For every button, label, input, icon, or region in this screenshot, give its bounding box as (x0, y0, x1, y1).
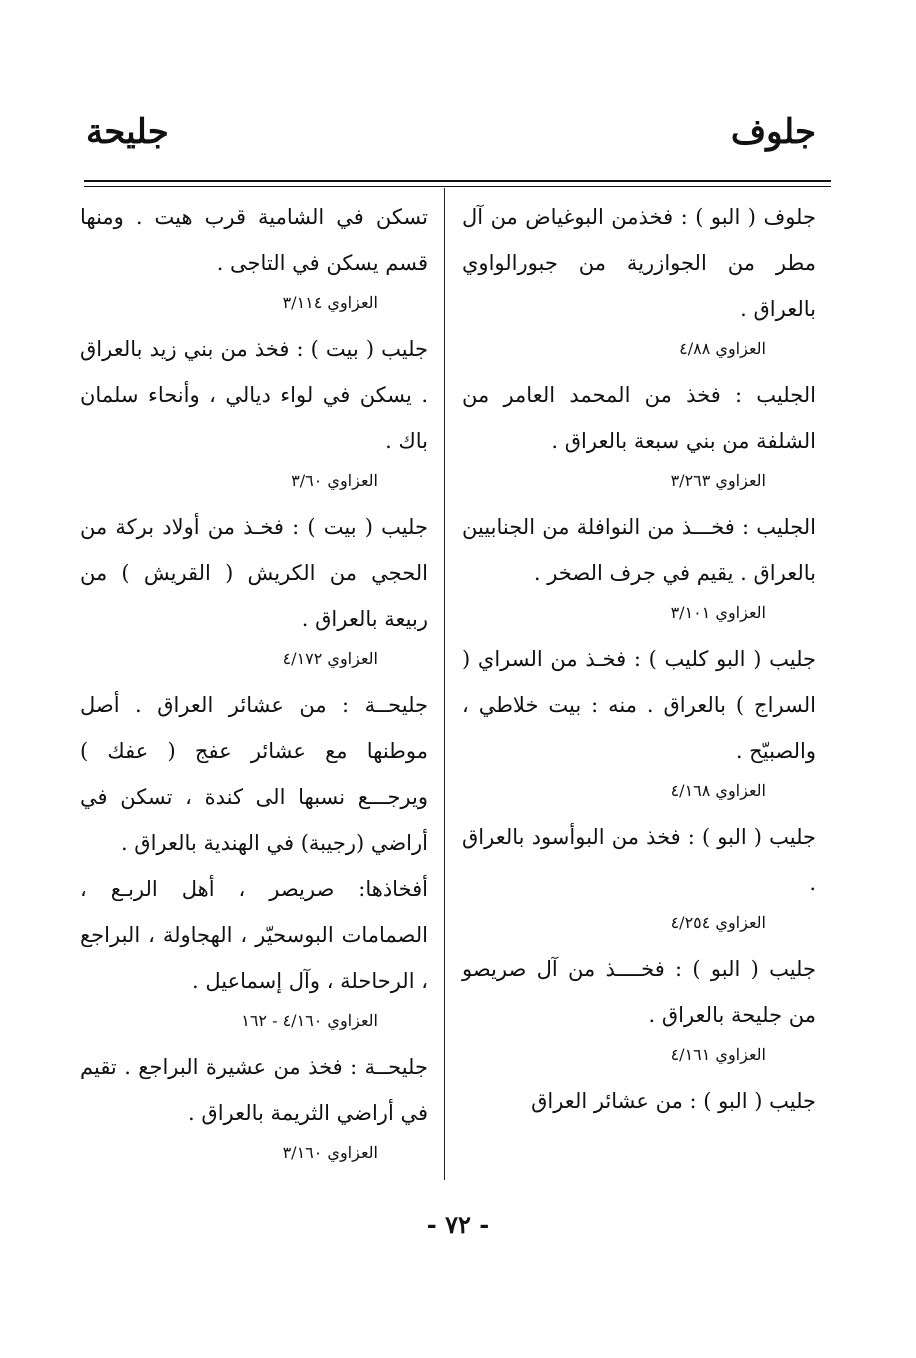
entry-source: العزاوي ٣/١٦٠ (282, 1143, 378, 1162)
entry-source: العزاوي ٤/٢٥٤ (670, 913, 766, 932)
entry-source: العزاوي ٣/١١٤ (282, 293, 378, 312)
left-column (80, 194, 428, 1176)
entry-source: العزاوي ٣/٢٦٣ (670, 471, 766, 490)
entry-text: جليب ( بيت ) : فخـذ من أولاد بركة من الحجي من الكريش ( القريش ) من ربيعة بالعراق . (80, 515, 428, 631)
entry-text: تسكن في الشامية قرب هيت . ومنها قسم يسكن في التاجى . (80, 205, 428, 275)
entry-source: العزاوي ٤/١٦٠ - ١٦٢ (241, 1011, 378, 1030)
entry-text: جليحــة : من عشائر العراق . أصل موطنها مع عشائر عفج ( عفك ) ويرجـــع نسبها الى كندة ، تسكن في أراضي (رجيبة) في الهندية بالعراق . (80, 693, 428, 855)
entry-text: جليب ( بيت ) : فخذ من بني زيد بالعراق . يسكن في لواء ديالي ، وأنحاء سلمان باك . (80, 337, 428, 453)
entry-text: جليب ( البو ) : فخذ من البوأسود بالعراق . (462, 825, 816, 895)
right-column (462, 194, 816, 1124)
entry-text: الجليب : فخذ من المحمد العامر من الشلفة من بني سبعة بالعراق . (462, 383, 816, 453)
entry-text: جليب ( البو ) : من عشائر العراق (531, 1089, 816, 1113)
header-right-word: جلوف (730, 112, 816, 152)
header-left-word: جليحة (86, 112, 169, 152)
entry-source: العزاوي ٤/١٧٢ (282, 649, 378, 668)
entry-text: جلوف ( البو ) : فخذمن البوغياض من آل مطر من الجوازرية من جبورالواوي بالعراق . (462, 205, 816, 321)
page-number: - ٧٢ - (426, 1210, 490, 1239)
entry-text: الجليب : فخـــذ من النوافلة من الجنابيين بالعراق . يقيم في جرف الصخر . (462, 515, 816, 585)
entry-text: أفخاذها: صريصر ، أهل الربـع ، الصمامات البوسحيّر ، الهجاولة ، البراجع ، الرحاحلة ، وآل إسماعيل . (80, 877, 428, 993)
entry-source: العزاوي ٣/٦٠ (291, 471, 378, 490)
entry-text: جليب ( البو كليب ) : فخـذ من السراي ( السراج ) بالعراق . منه : بيت خلاطي ، والصبيّح . (462, 647, 816, 763)
entry-text: جليب ( البو ) : فخــــذ من آل صريصو من جليحة بالعراق . (462, 957, 816, 1027)
entry-text: جليحــة : فخذ من عشيرة البراجع . تقيم في أراضي الثريمة بالعراق . (80, 1055, 428, 1125)
entry-source: العزاوي ٣/١٠١ (670, 603, 766, 622)
column-divider (444, 188, 445, 1180)
entry-source: العزاوي ٤/١٦٨ (670, 781, 766, 800)
header-rule-thin (84, 186, 831, 187)
entry-source: العزاوي ٤/١٦١ (670, 1045, 766, 1064)
entry-source: العزاوي ٤/٨٨ (679, 339, 766, 358)
header-rule-thick (84, 180, 831, 182)
